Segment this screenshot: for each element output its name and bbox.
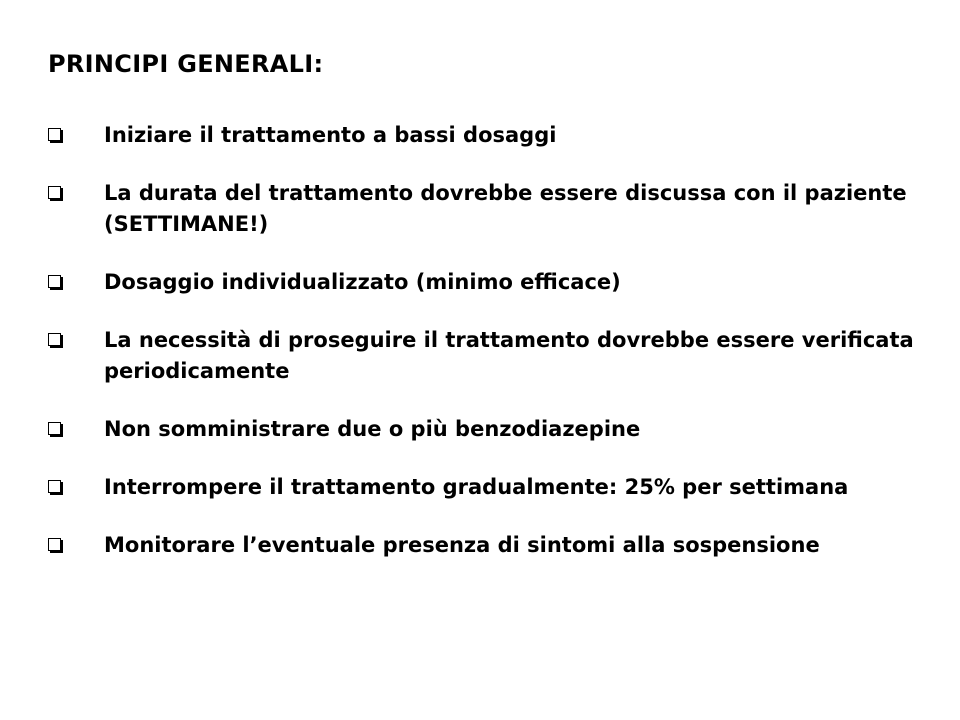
bullet-item <box>48 472 928 503</box>
checkbox-square-icon <box>48 186 61 199</box>
bullet-item <box>48 120 928 151</box>
bullet-text: Iniziare il trattamento a bassi dosaggi <box>104 123 557 147</box>
bullet-text: La necessità di proseguire il trattamento dovrebbe essere verificata periodicamente <box>104 328 914 383</box>
slide-title: PRINCIPI GENERALI: <box>48 50 324 78</box>
checkbox-square-icon <box>48 128 61 141</box>
bullet-text: Non somministrare due o più benzodiazepine <box>104 417 641 441</box>
checkbox-square-icon <box>48 422 61 435</box>
bullet-list <box>48 120 928 588</box>
bullet-text: La durata del trattamento dovrebbe essere discussa con il paziente (SETTIMANE!) <box>104 181 907 236</box>
bullet-item <box>48 530 928 561</box>
bullet-item <box>48 267 928 298</box>
checkbox-square-icon <box>48 275 61 288</box>
bullet-item <box>48 414 928 445</box>
checkbox-square-icon <box>48 333 61 346</box>
checkbox-square-icon <box>48 480 61 493</box>
checkbox-square-icon <box>48 538 61 551</box>
bullet-text: Dosaggio individualizzato (minimo efficace) <box>104 270 621 294</box>
bullet-text: Monitorare l’eventuale presenza di sintomi alla sospensione <box>104 533 820 557</box>
bullet-item <box>48 178 928 240</box>
bullet-text: Interrompere il trattamento gradualmente: 25% per settimana <box>104 475 849 499</box>
bullet-item <box>48 325 928 387</box>
